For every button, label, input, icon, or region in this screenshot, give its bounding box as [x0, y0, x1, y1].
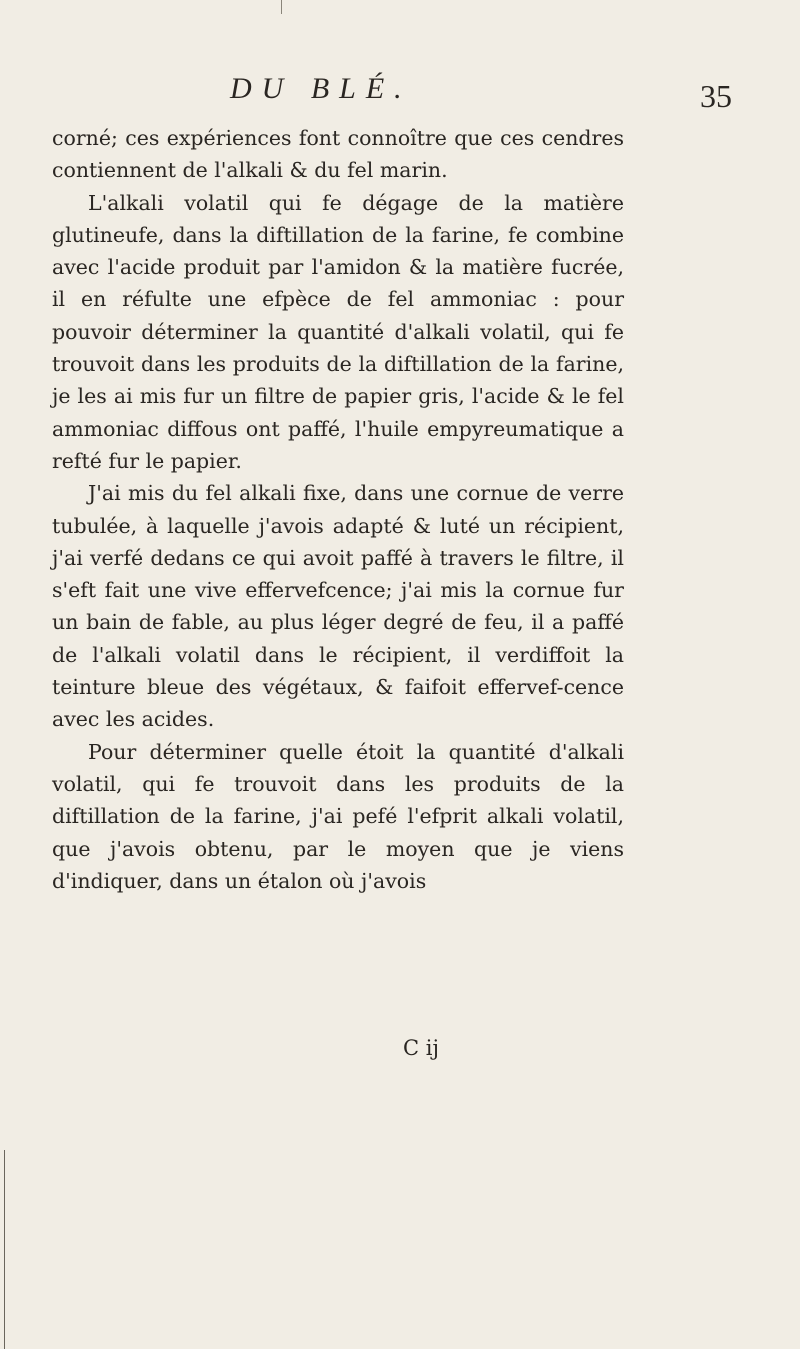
page-number: 35	[700, 78, 732, 114]
paragraph: L'alkali volatil qui fe dégage de la matière glutineufe, dans la diftillation de la farine, fe combine avec l'acide produit par l'amidon & la matière fucrée, il en réfulte une efpèce de fel ammoniac : pour pouvoir déterminer la quantité d'alkali volatil, qui fe trouvoit dans les produits de la diftillation de la farine, je les ai mis fur un filtre de papier gris, l'acide & le fel ammoniac diffous ont paffé, l'huile empyreumatique a refté fur le papier.	[52, 190, 624, 473]
body-text	[52, 122, 624, 897]
paragraph: J'ai mis du fel alkali fixe, dans une cornue de verre tubulée, à laquelle j'avois adapté & luté un récipient, j'ai verfé dedans ce qui avoit paffé à travers le filtre, il s'eft fait une vive effervefcence; j'ai mis la cornue fur un bain de fable, au plus léger degré de feu, il a paffé de l'alkali volatil dans le récipient, il verdiffoit la teinture bleue des végétaux, & faifoit effervef-cence avec les acides.	[52, 481, 624, 732]
signature-mark: C ij	[403, 1036, 439, 1060]
running-title: DU BLÉ.	[230, 72, 412, 105]
page-edge-line	[4, 1150, 5, 1349]
page-edge-mark	[281, 0, 282, 14]
paragraph: Pour déterminer quelle étoit la quantité d'alkali volatil, qui fe trouvoit dans les produits de la diftillation de la farine, j'ai pefé l'efprit alkali volatil, que j'avois obtenu, par le moyen que je viens d'indiquer, dans un étalon où j'avois	[52, 739, 624, 893]
page-header	[60, 72, 760, 122]
paragraph-continuation: corné; ces expériences font connoître que ces cendres contiennent de l'alkali & du fel marin.	[52, 126, 624, 183]
